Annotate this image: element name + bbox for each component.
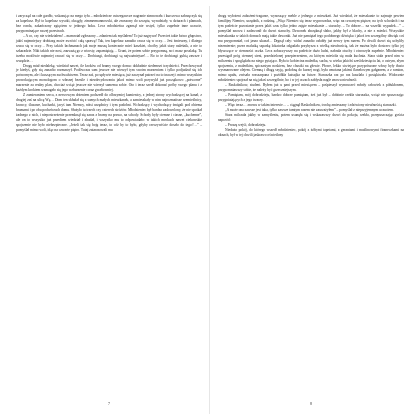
right-page bbox=[218, 14, 404, 406]
paragraph: „A może ona zawsze jest taka, tylko zawsze tamtym razem nie zauważyłem” – pomyślał z nieprzyjemnym uczuciem. bbox=[225, 108, 394, 113]
paragraph: Z zamieraniem serca, z nerwowym drżeniem podszedł do olbrzymiej kamienicy, z jednej strony wychodzącej na kanał, z drugiej zaś na ulicę Wą… Dom ten składał się z samych małych mieszkanek, a zamieszkały w nim najrozmaitsze rzemieślnicy, krawcy, ślusarze, kucharki, jacyś tam Niemcy, niżsi urzędnicy i tym podobni. Wchodzący i wychodzący śmigali pod obiema bramami i po obu podwórzach domu. Służyło tu trzech czy czterech stróżów. Młodzieniec był bardzo zadowolony, że nie spotkał żadnego z nich, i niepostrzeżenie przemknął się zaraz z bramy na prawo, na schody. Schody były ciemne i ciasne, „kuchenne”, ale on to wszystko już przedtem wiedział i zbadał, i wszystko mu to odpowiadało: w takich mrokach nawet ciekawskie spojrzenie nie było niebezpieczne. „Jeżeli tak się boję teraz, to cóż by to było, gdyby rzeczywiście doszło do tego?…” – pomyślał mimo woli, idąc na czwarte piętro. Tutaj zatarasowali mu bbox=[16, 93, 202, 132]
page-gutter bbox=[209, 6, 210, 414]
left-page-text bbox=[16, 14, 202, 133]
page-number: 8 bbox=[310, 401, 312, 406]
paragraph: – Proszę wejść, dobrodzieju. bbox=[225, 122, 267, 127]
paragraph: – Więc teraz… znowu w takim interesie… – ciągnął Raskolnikow, trochę zmieszany i zdziwiony nieufnością staruszki. bbox=[225, 103, 397, 108]
paragraph: Drogę miał niedaleką; wiedział nawet, ile kroków od bramy swego domu: dokładnie siedemset trzydzieści. Przechowywał je kiedyś, gdy się zanadto rozmarzył. Podówczas sam jeszcze nie wierzył tym swoim marzeniom i tylko podjudzał się ich potwornym, ale i kuszącym zuchwalstwem. Teraz zaś, po upływie miesiąca, już zaczynał patrzeć na to inaczej i mimo wszystkim prowokującym monologom o własnej bezsile i niezdecydowaniu jakoś mimo woli przywykł już początkowo „potworne” marzenie za realny plan, chociaż wciąż jeszcze nie wierzył samemu sobie. Oto i teraz szedł dokonać próby swego planu i z każdym krokiem wzmagało się jego wzburzenie coraz gwałtowniej. bbox=[16, 63, 202, 93]
paragraph: – A co, czy nie wiedziałem! – mamrotał zgłoszony – zdaniem tak myślałem! To już nagrywa! Przecież takie łatwo głupstwo, jakiś najmniejszy drobiazg może zwrócić całą sprawę! Tak, ten kapelusz zanadto rzuca się w oczy… Jest śmieszny, i dlatego rzuca się w oczy… Przy takich łachmanach jak moje muszę koniecznie mieć kaszkiet, choćby jakiś stary naleśnik, a nie to szkaradzie. Nikt takich nie nosi, zauważą go z wiorsty, zapamiętają… Grunt, że potem sobie przypomną, no i masz poszlakę. Tu trzeba możliwie najmniej rzucać się w oczy… Drobiazgi, drobiazgi są najważniejsze!… Bo to te drobiazgi gubią zawsze i wszędzie… bbox=[16, 33, 203, 63]
paragraph: i zarycząd na całe gardło, wskazując na mego tyłu – młodzieńcze ostrzegawcze nagranie zimnowała i kurczowa zabrzęczyk się za kapelusz. Był to kapelusz wysoki, okrągły, zimmermannowski, ale znoszony do szczętu, wyrudziały, w dziurach i plamach, bez ronda, zakańczony zgięciem w jednego boku. Lecz młodzieńca zgarnął nie wstyd, tylko zupełnie inne uczucie, przypominające raczej przestrach. bbox=[16, 14, 202, 33]
page-number: 7 bbox=[108, 401, 110, 406]
paragraph: Stara milczała jakby w zamyśleniu, potem usunęła się i wskazawszy drzwi do pokoju, rzekła, przepuszczając gościa naprzód: bbox=[218, 113, 404, 123]
paragraph: drogę wyłożeni zubożeni-tragarze, wynoszący meble z jednego z mieszkań. Już wiedział, że mieszkanie to zajmuje pewien familijny Niemiec, urzędnik, z rodziną. „Więc Niemiec się teraz wyprowadza, więc na czwartym piętrze, na tych schodach i na tym podeście pozostanie przez jakiś czas tylko jedno zajęte mieszkanie – staruchy. – To dobrze… na wszelki wypadek…” – pomyślał znowu i zadzwonił do drzwi staruchy. Dzwonek zbrzęknął słabo, jakby był z blachy, a nie z miedzi. Wszystkie mieszkanka w takich domach mają takie dzwonki. Już nie pamiętał tego podobnego dźwięku i jakoś ten szczególny dźwięk coś mu przypomniał, coś jasno ukazał… Drgnął cały: widać zanadto osłabły już nerwy tym razem. Po chwili drzwi się uchyliły niezmiernie; przez malutką szparkę lokatorka odgadała przybysza z wielką nieufnością, tak że można było dostrzec tylko jej błyszczące w ciemności oczka. Lecz zobaczywszy na podeście dużo ludzi, nabrała otuchy i otworzyła zupełnie. Młodzieniec przestąpił próg ciemnej sieni, przedzielonej przepierzeniem, za którym mieściła się mała kuchnia. Stara stała przed nim w milczeniu i spoglądała na niego pytająco. Była to kobiecina maleńka, sucha, w wieku jakichś sześćdziesięciu lat, o ostrym, złym spojrzeniu, z maleńkim, spiczastym noskiem, bez chustki na głowie. Płowe, lekko siwiejące przyprószone włosy były tłusto wysmarowane olejem. Ciemną i długą szyję, podobną do kurzej nogi, była omotana jakimś flanelowym gałganem, a z ramion, mimo upału, zwisała rozszarpana i pożółkła katsajka na futrze. Staruszka raz po raz kaszlała i postękiwała. Widocznie młodzieniec spojrzał na nią jakoś szczególnie, bo i w jej oczach zabłysła nagle znowu nieufność. bbox=[218, 14, 404, 83]
left-page bbox=[16, 14, 202, 406]
paragraph: – Pamiętam, mój dobrodzieju, bardzo dobrze pamiętam, żeś już był – dobitnie rzekła staruszka, wciąż nie spuszczając przygniatających z jego twarzy. bbox=[218, 93, 404, 103]
right-page-text bbox=[218, 14, 404, 138]
paragraph: – Raskolnikow, student. Byłem już u pani przed miesiącem – pośpieszył wymruczeć młody człowiek z półukłonem, przypomniawszy sobie, że należy być grzeczniejszym. bbox=[218, 83, 404, 93]
paragraph: Niedużo pokój, do którego wszedł młodzieniec, pokój z żółtymi tapetami, z geraniami i muślinowymi firaneczkami na oknach, był w tej chwili jaskrawo oświetlony bbox=[218, 127, 404, 137]
